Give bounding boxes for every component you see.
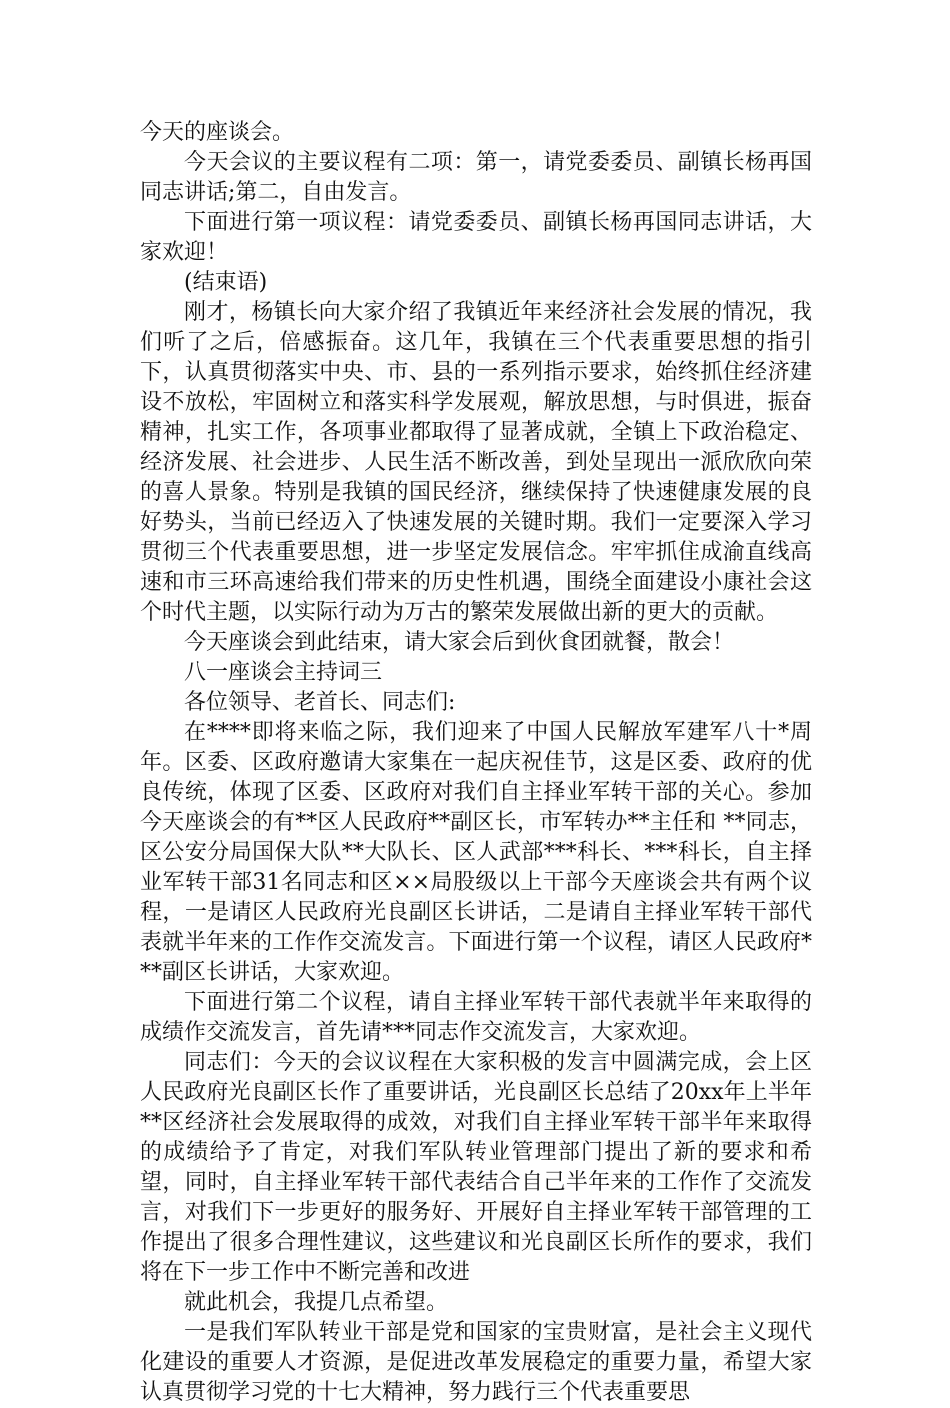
paragraph: 就此机会，我提几点希望。 xyxy=(184,1290,449,1315)
paragraph: (结束语) xyxy=(184,270,268,295)
paragraph: 下面进行第二个议程，请自主择业军转干部代表就半年来取得的成绩作交流发言，首先请***同志作交流发言，大家欢迎。 xyxy=(140,990,812,1045)
paragraph: 在****即将来临之际，我们迎来了中国人民解放军建军八十*周年。区委、区政府邀请大家集在一起庆祝佳节，这是区委、政府的优良传统，体现了区委、区政府对我们自主择业军转干部的关心。参加今天座谈会的有**区人民政府**副区长，市军转办**主任和 **同志，区公安分局国保大队**大队长、区人武部***科长、***科长，自主择业军转干部31名同志和区××局股级以上干部今天座谈会共有两个议程，一是请区人民政府光良副区长讲话，二是请自主择业军转干部代表就半年来的工作作交流发言。下面进行第一个议程，请区人民政府***副区长讲话，大家欢迎。 xyxy=(140,720,812,985)
paragraph: 同志们：今天的会议议程在大家积极的发言中圆满完成，会上区人民政府光良副区长作了重要讲话，光良副区长总结了20xx年上半年**区经济社会发展取得的成效，对我们自主择业军转干部半年来取得的成绩给予了肯定，对我们军队转业管理部门提出了新的要求和希望，同时，自主择业军转干部代表结合自己半年来的工作作了交流发言，对我们下一步更好的服务好、开展好自主择业军转干部管理的工作提出了很多合理性建议，这些建议和光良副区长所作的要求，我们将在下一步工作中不断完善和改进 xyxy=(140,1050,812,1285)
document-page xyxy=(140,118,812,1408)
paragraph: 下面进行第一项议程：请党委委员、副镇长杨再国同志讲话，大家欢迎！ xyxy=(140,210,812,265)
paragraph: 一是我们军队转业干部是党和国家的宝贵财富，是社会主义现代化建设的重要人才资源，是促进改革发展稳定的重要力量，希望大家认真贯彻学习党的十七大精神，努力践行三个代表重要思 xyxy=(140,1320,812,1405)
paragraph: 今天座谈会到此结束，请大家会后到伙食团就餐，散会！ xyxy=(184,630,735,655)
section-heading: 八一座谈会主持词三 xyxy=(184,660,383,685)
paragraph: 今天会议的主要议程有二项：第一，请党委委员、副镇长杨再国同志讲话;第二，自由发言。 xyxy=(140,150,812,205)
paragraph: 刚才，杨镇长向大家介绍了我镇近年来经济社会发展的情况，我们听了之后，倍感振奋。这几年，我镇在三个代表重要思想的指引下，认真贯彻落实中央、市、县的一系列指示要求，始终抓住经济建设不放松，牢固树立和落实科学发展观，解放思想，与时俱进，振奋精神，扎实工作，各项事业都取得了显著成就，全镇上下政治稳定、经济发展、社会进步、人民生活不断改善，到处呈现出一派欣欣向荣的喜人景象。特别是我镇的国民经济，继续保持了快速健康发展的良好势头，当前已经迈入了快速发展的关键时期。我们一定要深入学习贯彻三个代表重要思想，进一步坚定发展信念。牢牢抓住成渝直线高速和市三环高速给我们带来的历史性机遇，围绕全面建设小康社会这个时代主题，以实际行动为万古的繁荣发展做出新的更大的贡献。 xyxy=(140,300,812,625)
salutation: 各位领导、老首长、同志们: xyxy=(184,690,456,715)
paragraph: 今天的座谈会。 xyxy=(140,120,295,145)
